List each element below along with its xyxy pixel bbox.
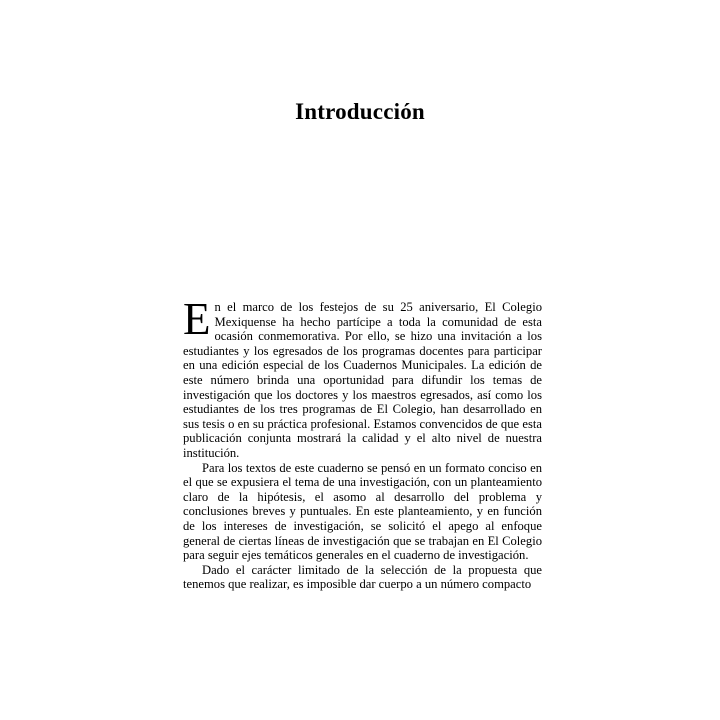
paragraph-2-text: Para los textos de este cuaderno se pensó en un formato conciso en el que se expusiera el tema de una investigación, con un planteamiento claro de la hipótesis, el asomo al desarrollo del problema y conclusiones breves y puntuales. En este planteamiento, y en función de los intereses de investigación, se solicitó el apego al enfoque general de ciertas líneas de investigación que se trabajan en El Colegio para seguir ejes temáticos generales en el cuaderno de investigación. [183,460,542,563]
paragraph-3-text: Dado el carácter limitado de la selección de la propuesta que tenemos que realizar, es imposible dar cuerpo a un número compacto [183,562,542,592]
page-title: Introducción [295,99,425,125]
paragraph-1-text: n el marco de los festejos de su 25 aniversario, El Colegio Mexiquense ha hecho partícipe a toda la comunidad de esta ocasión conmemorativa. Por ello, se hizo una invitación a los estudiantes y los egresados de los programas docentes para participar en una edición especial de los Cuadernos Municipales. La edición de este número brinda una oportunidad para difundir los temas de investigación que los doctores y los maestros egresados, así como los estudiantes de los tres programas de El Colegio, han desarrollado en sus tesis o en su práctica profesional. Estamos convencidos de que esta publicación conjunta mostrará la calidad y el alto nivel de nuestra institución. [183,300,542,460]
body-text-block [183,294,542,592]
paragraph-3 [183,563,542,592]
paragraph-2 [183,461,542,563]
paragraph-1 [183,294,542,461]
drop-cap-letter: E [183,294,211,344]
